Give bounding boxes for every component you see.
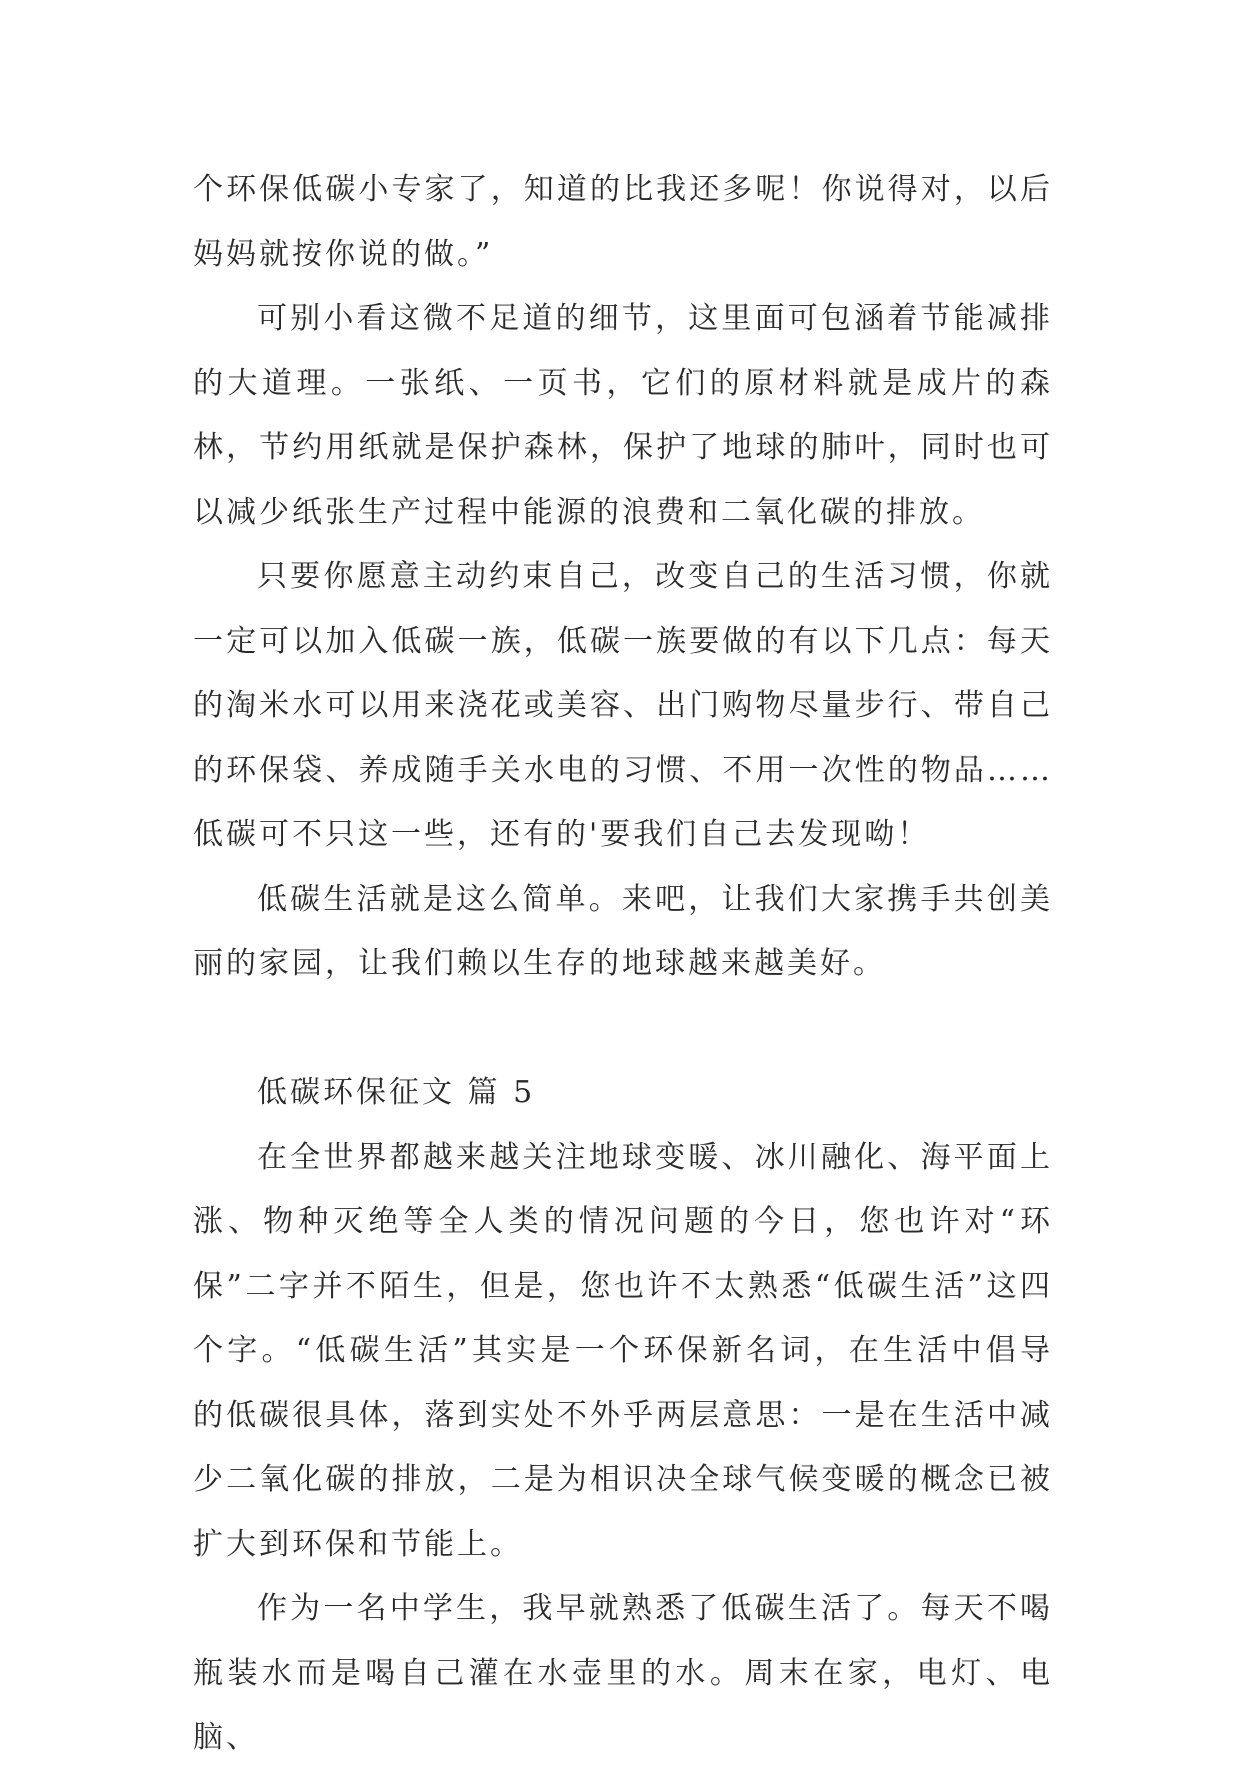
paragraph-student-practice: 作为一名中学生，我早就熟悉了低碳生活了。每天不喝瓶装水而是喝自己灌在水壶里的水。周末在家，电灯、电脑、: [193, 1591, 1053, 1755]
paragraph-closing: 低碳生活就是这么简单。来吧，让我们大家携手共创美丽的家园，让我们赖以生存的地球越来越美好。: [193, 881, 1053, 981]
paragraph-low-carbon-habits: 只要你愿意主动约束自己，改变自己的生活习惯，你就一定可以加入低碳一族，低碳一族要做的有以下几点：每天的淘米水可以用来浇花或美容、出门购物尽量步行、带自己的环保袋、养成随手关水电的习惯、不用一次性的物品……低碳可不只这一些，还有的'要我们自己去发现呦！: [193, 559, 1053, 852]
paragraph-continuation: 个环保低碳小专家了，知道的比我还多呢！你说得对，以后妈妈就按你说的做。”: [193, 172, 1053, 272]
paragraph-low-carbon-definition: 在全世界都越来越关注地球变暖、冰川融化、海平面上涨、物种灭绝等全人类的情况问题的今日，您也许对“环保”二字并不陌生，但是，您也许不太熟悉“低碳生活”这四个字。“低碳生活”其实是一个环保新名词，在生活中倡导的低碳很具体，落到实处不外乎两层意思：一是在生活中减少二氧化碳的排放，二是为相识决全球气候变暖的概念已被扩大到环保和节能上。: [193, 1139, 1053, 1562]
document-body: [193, 158, 1053, 1771]
paragraph-paper-saving: 可别小看这微不足道的细节，这里面可包涵着节能减排的大道理。一张纸、一页书，它们的原材料就是成片的森林，节约用纸就是保护森林，保护了地球的肺叶，同时也可以减少纸张生产过程中能源的浪费和二氧化碳的排放。: [193, 301, 1053, 530]
section-heading: 低碳环保征文 篇 5: [257, 1075, 536, 1110]
